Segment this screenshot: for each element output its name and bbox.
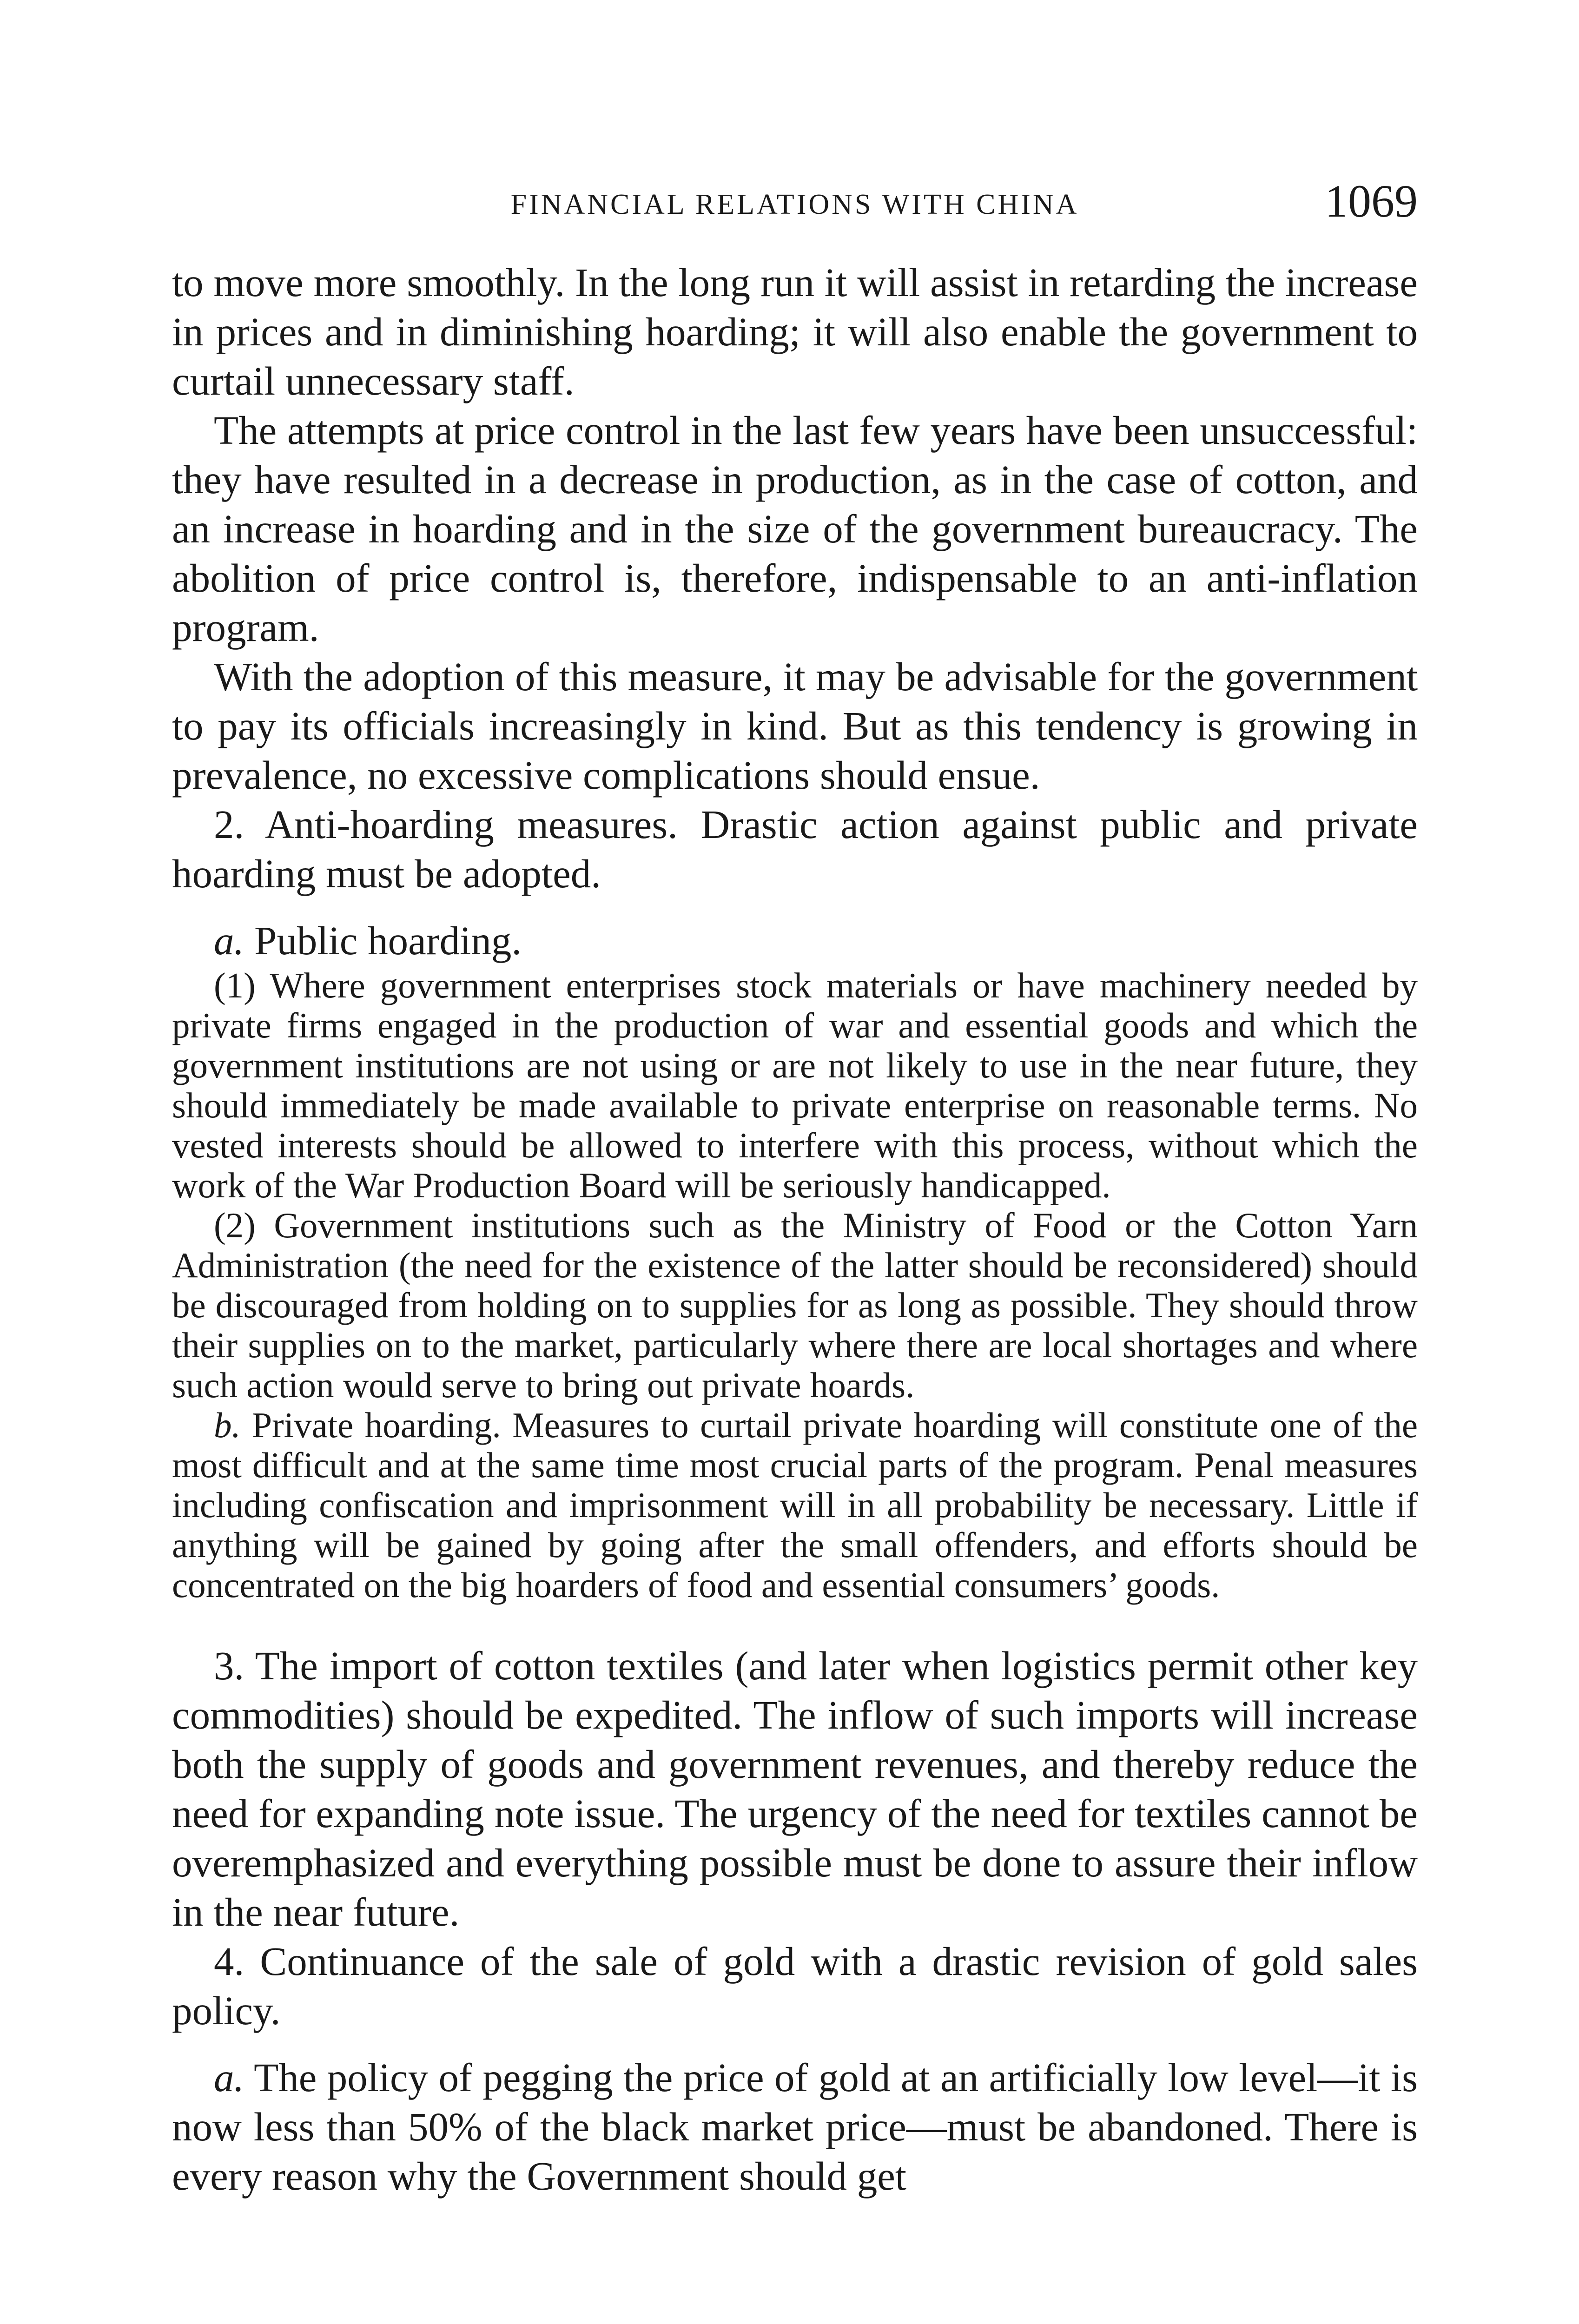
paragraph [172,1405,1418,1605]
paragraph-text: The policy of pegging the price of gold at an artificially low level—it is now less than 50% of the black market price—must be abandoned. There is every reason why the Government should get [172,2055,1418,2199]
paragraph: (2) Government institutions such as the Ministry of Food or the Cotton Yarn Administration (the need for the existence of the latter should be reconsidered) should be discouraged from holding on to supplies for as long as possible. They should throw their supplies on to the market, particularly where there are local shortages and where such action would serve to bring out private hoards. [172,1205,1418,1405]
page-header [172,174,1418,225]
page-body [172,258,1418,2201]
list-marker: a. [214,2055,244,2100]
list-marker: a. [214,918,244,963]
page-number: 1069 [1325,175,1418,227]
paragraph: (1) Where government enterprises stock materials or have machinery needed by private firms engaged in the production of war and essential goods and which the government institutions are not using or are not likely to use in the near future, they should immediately be made available to private enterprise on reasonable terms. No vested interests should be allowed to interfere with this process, without which the work of the War Production Board will be seriously handicapped. [172,965,1418,1205]
paragraph: With the adoption of this measure, it may be advisable for the government to pay its officials increasingly in kind. But as this tendency is growing in prevalence, no excessive complications should ensue. [172,654,1418,798]
paragraph: 2. Anti-hoarding measures. Drastic action against public and private hoarding must be adopted. [172,802,1418,896]
paragraph-text: Private hoarding. Measures to curtail private hoarding will constitute one of the most difficult and at the same time most crucial parts of the program. Penal measures including confiscation and imprisonment will in all probability be necessary. Little if anything will be gained by going after the small offenders, and efforts should be concentrated on the big hoarders of food and essential consumers’ goods. [172,1405,1418,1605]
running-head: FINANCIAL RELATIONS WITH CHINA [510,189,1079,220]
subsection-heading [172,916,1418,965]
list-marker: b. [214,1405,241,1445]
paragraph: to move more smoothly. In the long run it will assist in retarding the increase in prices and in diminishing hoarding; it will also enable the government to curtail unnecessary staff. [172,260,1418,403]
paragraph: The attempts at price control in the last few years have been unsuccessful: they have resulted in a decrease in production, as in the case of cotton, and an increase in hoarding and in the size of the government bureaucracy. The abolition of price control is, therefore, indispensable to an anti-inflation program. [172,408,1418,650]
paragraph: 3. The import of cotton textiles (and later when logistics permit other key commodities) should be expedited. The inflow of such imports will increase both the supply of goods and government revenues, and thereby reduce the need for expanding note issue. The urgency of the need for textiles cannot be overemphasized and everything possible must be done to assure their inflow in the near future. [172,1643,1418,1934]
subsection-heading-text: Public hoarding. [254,918,522,963]
paragraph [172,2053,1418,2201]
paragraph: 4. Continuance of the sale of gold with a drastic revision of gold sales policy. [172,1939,1418,2033]
